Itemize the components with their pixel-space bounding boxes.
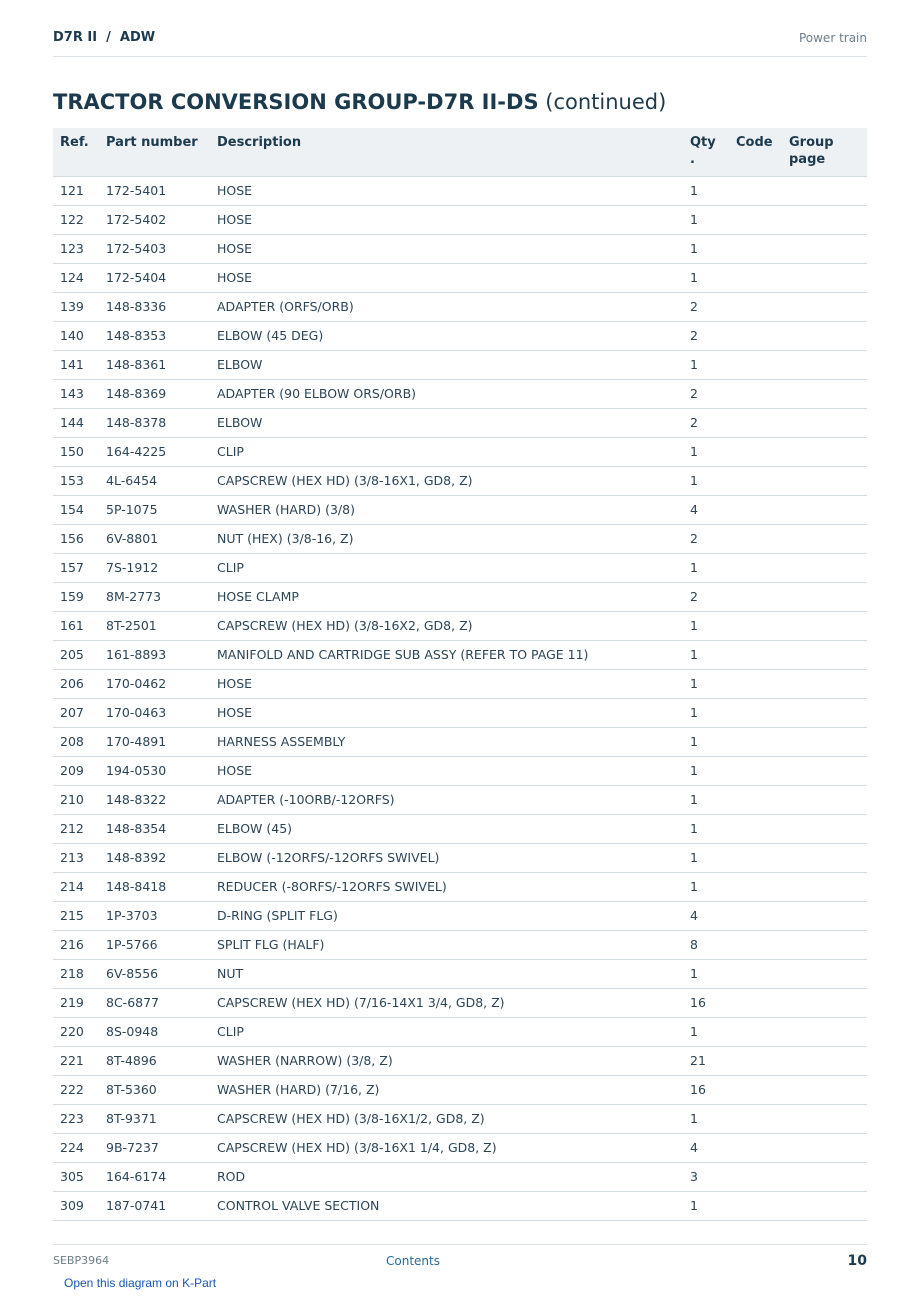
qty-cell: 1 [683, 815, 729, 844]
qty-cell: 1 [683, 728, 729, 757]
ref-cell: 209 [53, 757, 99, 786]
qty-cell: 16 [683, 1076, 729, 1105]
qty-cell: 21 [683, 1047, 729, 1076]
part-number-cell: 164-4225 [99, 438, 210, 467]
code-cell [729, 931, 782, 960]
code-cell [729, 699, 782, 728]
group-page-cell [782, 960, 867, 989]
ref-cell: 207 [53, 699, 99, 728]
table-row [53, 264, 867, 293]
section-name: Power train [798, 31, 867, 45]
qty-cell: 1 [683, 467, 729, 496]
ref-cell: 153 [53, 467, 99, 496]
group-page-cell [782, 583, 867, 612]
qty-cell: 4 [683, 1134, 729, 1163]
group-page-cell [782, 728, 867, 757]
part-number-cell: 148-8378 [99, 409, 210, 438]
qty-cell: 1 [683, 206, 729, 235]
qty-cell: 1 [683, 1192, 729, 1221]
code-cell [729, 786, 782, 815]
code-cell [729, 177, 782, 206]
ref-cell: 205 [53, 641, 99, 670]
description-cell: CLIP [210, 438, 683, 467]
code-cell [729, 641, 782, 670]
group-page-cell [782, 786, 867, 815]
qty-cell: 2 [683, 583, 729, 612]
group-page-cell [782, 1076, 867, 1105]
ref-cell: 150 [53, 438, 99, 467]
table-row [53, 815, 867, 844]
table-row [53, 1105, 867, 1134]
table-row [53, 583, 867, 612]
description-cell: NUT [210, 960, 683, 989]
ref-cell: 219 [53, 989, 99, 1018]
part-number-cell: 148-8354 [99, 815, 210, 844]
description-cell: ELBOW [210, 409, 683, 438]
part-number-cell: 148-8336 [99, 293, 210, 322]
group-page-cell [782, 235, 867, 264]
group-page-cell [782, 1018, 867, 1047]
ref-cell: 123 [53, 235, 99, 264]
code-cell [729, 1076, 782, 1105]
qty-cell: 16 [683, 989, 729, 1018]
group-page-cell [782, 177, 867, 206]
qty-cell: 4 [683, 496, 729, 525]
page-number: 10 [847, 1253, 867, 1269]
ref-cell: 216 [53, 931, 99, 960]
qty-cell: 1 [683, 757, 729, 786]
ref-cell: 222 [53, 1076, 99, 1105]
group-page-cell [782, 757, 867, 786]
description-cell: WASHER (HARD) (7/16, Z) [210, 1076, 683, 1105]
ref-cell: 223 [53, 1105, 99, 1134]
table-row [53, 786, 867, 815]
code-cell [729, 1018, 782, 1047]
description-cell: CLIP [210, 1018, 683, 1047]
qty-cell: 2 [683, 293, 729, 322]
table-row [53, 467, 867, 496]
group-page-cell [782, 1134, 867, 1163]
qty-cell: 1 [683, 960, 729, 989]
part-number-cell: 148-8361 [99, 351, 210, 380]
description-cell: HOSE [210, 699, 683, 728]
ref-cell: 214 [53, 873, 99, 902]
table-row [53, 409, 867, 438]
table-row [53, 989, 867, 1018]
page-footer [53, 1244, 867, 1275]
part-number-cell: 148-8353 [99, 322, 210, 351]
table-row [53, 1047, 867, 1076]
group-page-cell [782, 1192, 867, 1221]
group-page-cell [782, 554, 867, 583]
table-row [53, 235, 867, 264]
part-number-cell: 8T-2501 [99, 612, 210, 641]
qty-cell: 1 [683, 786, 729, 815]
description-cell: CONTROL VALVE SECTION [210, 1192, 683, 1221]
description-cell: CAPSCREW (HEX HD) (3/8-16X1, GD8, Z) [210, 467, 683, 496]
code-cell [729, 1163, 782, 1192]
description-cell: HOSE [210, 206, 683, 235]
page-title [53, 90, 666, 114]
part-number-cell: 6V-8801 [99, 525, 210, 554]
table-row [53, 641, 867, 670]
table-row [53, 351, 867, 380]
part-number-cell: 8S-0948 [99, 1018, 210, 1047]
table-row [53, 1134, 867, 1163]
table-row [53, 322, 867, 351]
part-number-cell: 8T-5360 [99, 1076, 210, 1105]
col-header-description: Description [210, 128, 683, 177]
code-cell [729, 670, 782, 699]
code-cell [729, 728, 782, 757]
group-page-cell [782, 322, 867, 351]
group-page-cell [782, 1163, 867, 1192]
group-page-cell [782, 612, 867, 641]
description-cell: HOSE [210, 757, 683, 786]
description-cell: ELBOW [210, 351, 683, 380]
description-cell: REDUCER (-8ORFS/-12ORFS SWIVEL) [210, 873, 683, 902]
group-page-cell [782, 1047, 867, 1076]
table-header-row [53, 128, 867, 177]
code-cell [729, 989, 782, 1018]
table-row [53, 177, 867, 206]
ref-cell: 213 [53, 844, 99, 873]
group-page-cell [782, 496, 867, 525]
ref-cell: 215 [53, 902, 99, 931]
col-header-qty: Qty . [683, 128, 729, 177]
code-cell [729, 1134, 782, 1163]
part-number-cell: 172-5401 [99, 177, 210, 206]
ref-cell: 210 [53, 786, 99, 815]
group-page-cell [782, 815, 867, 844]
code-cell [729, 322, 782, 351]
code-cell [729, 554, 782, 583]
group-page-cell [782, 670, 867, 699]
table-row [53, 699, 867, 728]
table-row [53, 844, 867, 873]
table-row [53, 206, 867, 235]
code-cell [729, 293, 782, 322]
part-number-cell: 5P-1075 [99, 496, 210, 525]
description-cell: ELBOW (-12ORFS/-12ORFS SWIVEL) [210, 844, 683, 873]
description-cell: HARNESS ASSEMBLY [210, 728, 683, 757]
part-number-cell: 6V-8556 [99, 960, 210, 989]
description-cell: ADAPTER (90 ELBOW ORS/ORB) [210, 380, 683, 409]
qty-cell: 1 [683, 438, 729, 467]
qty-cell: 2 [683, 525, 729, 554]
col-header-part-number: Part number [99, 128, 210, 177]
ref-cell: 221 [53, 1047, 99, 1076]
description-cell: CAPSCREW (HEX HD) (3/8-16X2, GD8, Z) [210, 612, 683, 641]
code-cell [729, 525, 782, 554]
description-cell: HOSE [210, 177, 683, 206]
code-cell [729, 612, 782, 641]
part-number-cell: 8M-2773 [99, 583, 210, 612]
ref-cell: 309 [53, 1192, 99, 1221]
ref-cell: 156 [53, 525, 99, 554]
ref-cell: 220 [53, 1018, 99, 1047]
qty-cell: 1 [683, 264, 729, 293]
ref-cell: 224 [53, 1134, 99, 1163]
qty-cell: 1 [683, 351, 729, 380]
code-cell [729, 902, 782, 931]
table-row [53, 438, 867, 467]
description-cell: NUT (HEX) (3/8-16, Z) [210, 525, 683, 554]
description-cell: CLIP [210, 554, 683, 583]
table-row [53, 1076, 867, 1105]
part-number-cell: 8T-9371 [99, 1105, 210, 1134]
part-number-cell: 170-0462 [99, 670, 210, 699]
col-header-code: Code [729, 128, 782, 177]
group-page-cell [782, 467, 867, 496]
code-cell [729, 960, 782, 989]
code-cell [729, 1105, 782, 1134]
ref-cell: 124 [53, 264, 99, 293]
part-number-cell: 164-6174 [99, 1163, 210, 1192]
ref-cell: 305 [53, 1163, 99, 1192]
part-number-cell: 161-8893 [99, 641, 210, 670]
ref-cell: 141 [53, 351, 99, 380]
group-page-cell [782, 380, 867, 409]
group-page-cell [782, 989, 867, 1018]
group-page-cell [782, 641, 867, 670]
group-page-cell [782, 264, 867, 293]
table-row [53, 1192, 867, 1221]
qty-cell: 1 [683, 844, 729, 873]
part-number-cell: 187-0741 [99, 1192, 210, 1221]
ref-cell: 122 [53, 206, 99, 235]
table-row [53, 525, 867, 554]
table-row [53, 1163, 867, 1192]
description-cell: CAPSCREW (HEX HD) (3/8-16X1 1/4, GD8, Z) [210, 1134, 683, 1163]
table-row [53, 293, 867, 322]
table-row [53, 670, 867, 699]
description-cell: HOSE [210, 235, 683, 264]
table-row [53, 612, 867, 641]
qty-cell: 2 [683, 380, 729, 409]
part-number-cell: 7S-1912 [99, 554, 210, 583]
qty-cell: 4 [683, 902, 729, 931]
code-cell [729, 264, 782, 293]
part-number-cell: 148-8392 [99, 844, 210, 873]
group-page-cell [782, 699, 867, 728]
part-number-cell: 194-0530 [99, 757, 210, 786]
part-number-cell: 8T-4896 [99, 1047, 210, 1076]
description-cell: SPLIT FLG (HALF) [210, 931, 683, 960]
part-number-cell: 148-8369 [99, 380, 210, 409]
qty-cell: 1 [683, 1018, 729, 1047]
ref-cell: 161 [53, 612, 99, 641]
col-header-group-page: Group page [782, 128, 867, 177]
group-page-cell [782, 438, 867, 467]
part-number-cell: 170-4891 [99, 728, 210, 757]
qty-cell: 1 [683, 670, 729, 699]
ref-cell: 206 [53, 670, 99, 699]
part-number-cell: 148-8322 [99, 786, 210, 815]
qty-cell: 1 [683, 235, 729, 264]
page-header [53, 28, 867, 57]
code-cell [729, 351, 782, 380]
part-number-cell: 1P-3703 [99, 902, 210, 931]
group-page-cell [782, 351, 867, 380]
description-cell: CAPSCREW (HEX HD) (3/8-16X1/2, GD8, Z) [210, 1105, 683, 1134]
table-row [53, 380, 867, 409]
code-cell [729, 815, 782, 844]
table-row [53, 960, 867, 989]
group-page-cell [782, 873, 867, 902]
description-cell: WASHER (NARROW) (3/8, Z) [210, 1047, 683, 1076]
code-cell [729, 438, 782, 467]
qty-cell: 1 [683, 177, 729, 206]
group-page-cell [782, 409, 867, 438]
part-number-cell: 172-5403 [99, 235, 210, 264]
table-row [53, 931, 867, 960]
ref-cell: 159 [53, 583, 99, 612]
table-row [53, 873, 867, 902]
open-on-kpart-link[interactable]: Open this diagram on K-Part [64, 1276, 217, 1290]
table-row [53, 728, 867, 757]
description-cell: ELBOW (45 DEG) [210, 322, 683, 351]
contents-link[interactable]: Contents [386, 1254, 440, 1268]
ref-cell: 157 [53, 554, 99, 583]
description-cell: D-RING (SPLIT FLG) [210, 902, 683, 931]
qty-cell: 1 [683, 699, 729, 728]
description-cell: MANIFOLD AND CARTRIDGE SUB ASSY (REFER TO PAGE 11) [210, 641, 683, 670]
group-page-cell [782, 902, 867, 931]
part-number-cell: 172-5402 [99, 206, 210, 235]
description-cell: CAPSCREW (HEX HD) (7/16-14X1 3/4, GD8, Z) [210, 989, 683, 1018]
qty-cell: 1 [683, 641, 729, 670]
code-cell [729, 409, 782, 438]
code-cell [729, 873, 782, 902]
code-cell [729, 844, 782, 873]
table-row [53, 554, 867, 583]
part-number-cell: 8C-6877 [99, 989, 210, 1018]
description-cell: HOSE [210, 670, 683, 699]
model-breadcrumb: D7R II / ADW [53, 30, 156, 45]
group-page-cell [782, 844, 867, 873]
qty-cell: 3 [683, 1163, 729, 1192]
description-cell: ROD [210, 1163, 683, 1192]
group-page-cell [782, 293, 867, 322]
ref-cell: 208 [53, 728, 99, 757]
parts-table-body [53, 177, 867, 1221]
ref-cell: 139 [53, 293, 99, 322]
table-row [53, 902, 867, 931]
qty-cell: 1 [683, 612, 729, 641]
parts-table [53, 128, 867, 1221]
ref-cell: 154 [53, 496, 99, 525]
part-number-cell: 172-5404 [99, 264, 210, 293]
description-cell: ADAPTER (ORFS/ORB) [210, 293, 683, 322]
ref-cell: 212 [53, 815, 99, 844]
document-number: SEBP3964 [53, 1254, 110, 1267]
table-row [53, 496, 867, 525]
code-cell [729, 496, 782, 525]
group-page-cell [782, 931, 867, 960]
part-number-cell: 1P-5766 [99, 931, 210, 960]
qty-cell: 8 [683, 931, 729, 960]
col-header-ref: Ref. [53, 128, 99, 177]
part-number-cell: 4L-6454 [99, 467, 210, 496]
qty-cell: 2 [683, 322, 729, 351]
code-cell [729, 467, 782, 496]
page-title-main: TRACTOR CONVERSION GROUP-D7R II-DS [53, 90, 539, 114]
ref-cell: 121 [53, 177, 99, 206]
description-cell: HOSE CLAMP [210, 583, 683, 612]
ref-cell: 218 [53, 960, 99, 989]
qty-cell: 1 [683, 554, 729, 583]
part-number-cell: 170-0463 [99, 699, 210, 728]
code-cell [729, 206, 782, 235]
part-number-cell: 148-8418 [99, 873, 210, 902]
qty-cell: 1 [683, 1105, 729, 1134]
table-row [53, 1018, 867, 1047]
code-cell [729, 235, 782, 264]
code-cell [729, 1192, 782, 1221]
code-cell [729, 380, 782, 409]
group-page-cell [782, 525, 867, 554]
ref-cell: 140 [53, 322, 99, 351]
ref-cell: 143 [53, 380, 99, 409]
table-row [53, 757, 867, 786]
code-cell [729, 583, 782, 612]
description-cell: HOSE [210, 264, 683, 293]
code-cell [729, 1047, 782, 1076]
group-page-cell [782, 206, 867, 235]
description-cell: ELBOW (45) [210, 815, 683, 844]
code-cell [729, 757, 782, 786]
qty-cell: 2 [683, 409, 729, 438]
group-page-cell [782, 1105, 867, 1134]
description-cell: ADAPTER (-10ORB/-12ORFS) [210, 786, 683, 815]
description-cell: WASHER (HARD) (3/8) [210, 496, 683, 525]
ref-cell: 144 [53, 409, 99, 438]
part-number-cell: 9B-7237 [99, 1134, 210, 1163]
qty-cell: 1 [683, 873, 729, 902]
page-title-suffix: (continued) [538, 90, 667, 114]
